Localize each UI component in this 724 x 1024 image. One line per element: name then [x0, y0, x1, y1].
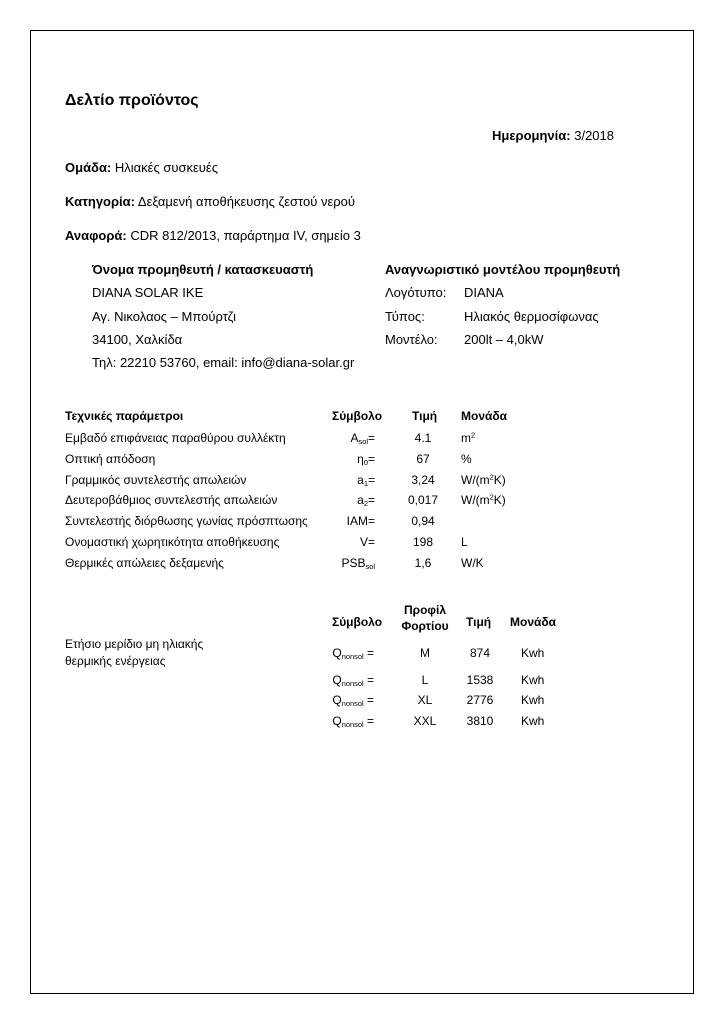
model-value-model: 200lt – 4,0kW — [464, 332, 544, 347]
tech-symbol: V= — [359, 535, 375, 549]
annual-symbol: $Q_{nonsol}$ = — [332, 693, 374, 708]
reference-value: CDR 812/2013, παράρτημα IV, σημείο 3 — [130, 228, 361, 243]
model-value-type: Ηλιακός θερμοσίφωνας — [464, 309, 599, 324]
supplier-name: DIANA SOLAR IKE — [92, 285, 204, 300]
date-label: Ημερομηνία: — [492, 128, 571, 143]
category-value: Δεξαμενή αποθήκευσης ζεστού νερού — [137, 194, 355, 209]
annual-profile: XXL — [413, 714, 437, 728]
annual-unit: Kwh — [521, 714, 545, 728]
annual-header-profile-line2: Φορτίου — [401, 619, 449, 633]
tech-param-label: Δευτεροβάθμιος συντελεστής απωλειών — [65, 493, 278, 507]
model-label-type: Τύπος: — [385, 309, 425, 324]
annual-value: 3810 — [466, 714, 494, 728]
annual-value: 874 — [469, 646, 491, 660]
supplier-contact: Τηλ: 22210 53760, email: info@diana-solar.gr — [92, 355, 355, 370]
supplier-city: 34100, Χαλκίδα — [92, 332, 183, 347]
model-label-logo: Λογότυπο: — [385, 285, 447, 300]
model-value-logo: DIANA — [464, 285, 504, 300]
tech-unit: $W/(m^2K)$ — [461, 472, 506, 487]
tech-param-label: Συντελεστής διόρθωσης γωνίας πρόσπτωσης — [65, 514, 308, 528]
annual-symbol: $Q_{nonsol}$ = — [332, 673, 374, 688]
annual-label-line2: θερμικής ενέργειας — [65, 654, 166, 668]
tech-value: 1,6 — [414, 556, 432, 570]
tech-param-label: Θερμικές απώλειες δεξαμενής — [65, 556, 224, 570]
annual-profile: XL — [417, 693, 433, 707]
tech-value: 4.1 — [414, 431, 432, 445]
annual-header-unit: Μονάδα — [510, 615, 557, 629]
model-label-model: Μοντέλο: — [385, 332, 438, 347]
tech-symbol: $PSB_{sol}$ — [341, 556, 375, 571]
annual-unit: Kwh — [521, 693, 545, 707]
tech-symbol: $A_{sol}=$ — [350, 431, 375, 446]
group-label: Ομάδα: — [65, 160, 112, 175]
tech-unit: W/K — [461, 556, 484, 570]
date-value: 3/2018 — [574, 128, 614, 143]
document-title: Δελτίο προϊόντος — [65, 92, 199, 109]
annual-header-profile-line1: Προφίλ — [403, 603, 446, 617]
tech-param-label: Οπτική απόδοση — [65, 452, 156, 466]
tech-value: 0,94 — [411, 514, 435, 528]
annual-unit: Kwh — [521, 673, 545, 687]
tech-value: 67 — [416, 452, 430, 466]
tech-symbol: $a_1=$ — [357, 473, 375, 488]
category-line — [65, 194, 355, 209]
tech-unit: $m^2$ — [461, 430, 476, 445]
tech-unit: $W/(m^2K)$ — [461, 492, 506, 507]
annual-value: 1538 — [466, 673, 494, 687]
annual-unit: Kwh — [521, 646, 545, 660]
tech-value: 3,24 — [411, 473, 435, 487]
group-value: Ηλιακές συσκευές — [114, 160, 218, 175]
group-line — [65, 160, 218, 175]
annual-header-symbol: Σύμβολο — [332, 615, 383, 629]
reference-line — [65, 228, 361, 243]
tech-header-value: Τιμή — [412, 409, 438, 423]
annual-value: 2776 — [466, 693, 494, 707]
tech-symbol: $a_2=$ — [357, 493, 375, 508]
tech-header-symbol: Σύμβολο — [332, 409, 383, 423]
tech-header-param: Τεχνικές παράμετροι — [65, 409, 184, 423]
category-label: Κατηγορία: — [65, 194, 135, 209]
tech-symbol: IAM= — [346, 514, 375, 528]
tech-param-label: Γραμμικός συντελεστής απωλειών — [65, 473, 247, 487]
tech-symbol: $\eta_0=$ — [357, 452, 375, 467]
tech-param-label: Εμβαδό επιφάνειας παραθύρου συλλέκτη — [65, 431, 286, 445]
annual-header-value: Τιμή — [466, 615, 492, 629]
supplier-heading: Όνομα προμηθευτή / κατασκευαστή — [92, 262, 314, 277]
tech-header-unit: Μονάδα — [461, 409, 508, 423]
annual-label-line1: Ετήσιο μερίδιο μη ηλιακής — [65, 637, 204, 651]
tech-value: 0,017 — [407, 493, 439, 507]
tech-unit: % — [461, 452, 472, 466]
tech-unit: L — [461, 535, 468, 549]
tech-param-label: Ονομαστική χωρητικότητα αποθήκευσης — [65, 535, 280, 549]
tech-value: 198 — [412, 535, 434, 549]
annual-profile: L — [421, 673, 429, 687]
reference-label: Αναφορά: — [65, 228, 127, 243]
supplier-street: Αγ. Νικολαος – Μπούρτζι — [92, 309, 237, 324]
date-line — [492, 128, 614, 143]
annual-symbol: $Q_{nonsol}$ = — [332, 646, 374, 661]
annual-symbol: $Q_{nonsol}$ = — [332, 714, 374, 729]
annual-profile: M — [420, 646, 430, 660]
model-heading: Αναγνωριστικό μοντέλου προμηθευτή — [385, 262, 621, 277]
